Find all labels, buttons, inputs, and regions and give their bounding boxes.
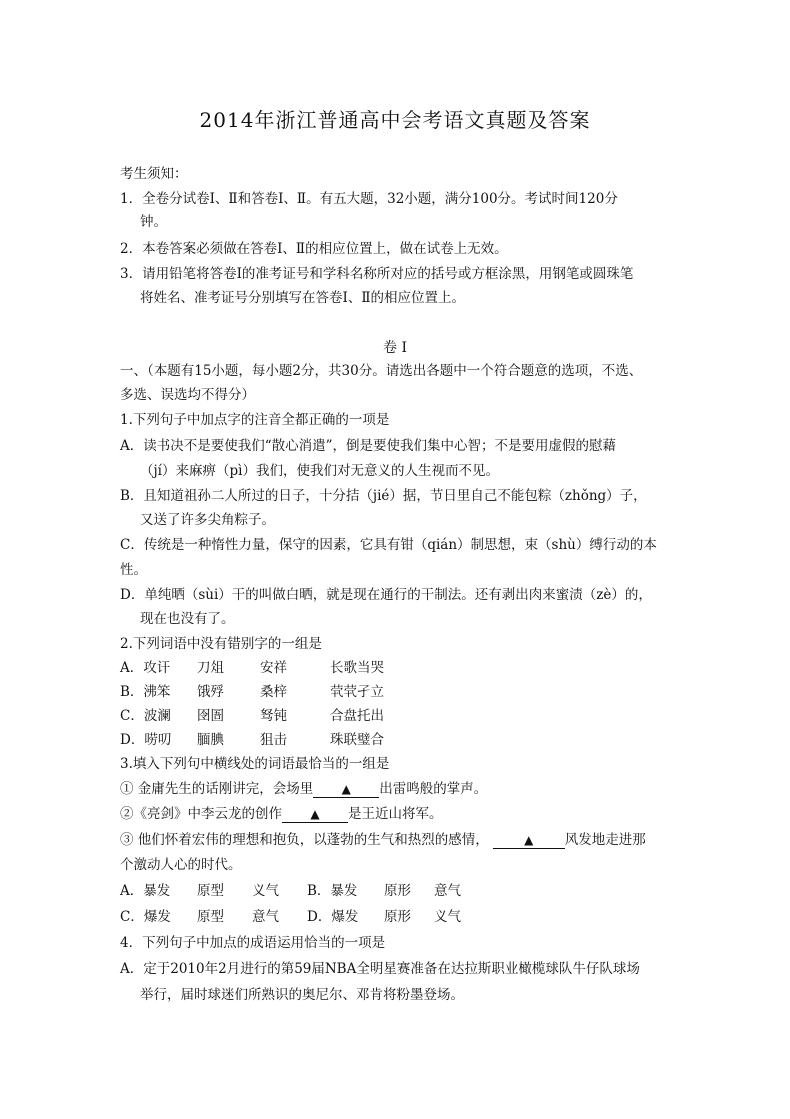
notice-item-3-cont: 将姓名、准考证号分别填写在答卷Ⅰ、Ⅱ的相应位置上。 — [140, 290, 466, 306]
q2-c-word-4: 合盘托出 — [330, 708, 384, 724]
q3-blank-2: ▲ — [282, 806, 348, 823]
notice-item-1: 1．全卷分试卷Ⅰ、Ⅱ和答卷Ⅰ、Ⅱ。有五大题，32小题，满分100分。考试时间120分 — [120, 191, 618, 207]
q2-b-word-4: 茕茕孑立 — [330, 684, 384, 700]
q2-b-word-2: 饿殍 — [197, 684, 224, 700]
q4-option-a: A．定于2010年2月进行的第59届NBA全明星赛准备在达拉斯职业橄榄球队牛仔队球场 — [120, 961, 640, 977]
q2-d-word-1: D．唠叨 — [120, 732, 172, 748]
q1-option-d: D．单纯晒（sùi）干的叫做白晒，就是现在通行的干制法。还有剥出肉来蜜渍（zè）的， — [120, 587, 652, 603]
q2-row-b — [120, 683, 384, 701]
q3-blank-1: ▲ — [313, 781, 379, 798]
q3-options-ab — [120, 882, 461, 900]
q4-option-a-cont: 举行，届时球迷们所熟识的奥尼尔、邓肯将粉墨登场。 — [140, 987, 464, 1003]
q3-opt-a-3: 义气 — [252, 883, 279, 899]
q1-option-b-cont: 又送了许多尖角粽子。 — [140, 512, 275, 528]
q2-a-word-3: 安祥 — [260, 660, 287, 676]
notice-item-1-cont: 钟。 — [140, 214, 167, 230]
q2-d-word-4: 珠联璧合 — [330, 732, 384, 748]
q2-a-word-4: 长歌当哭 — [330, 660, 384, 676]
q3-sentence-2 — [120, 805, 443, 823]
q3-s1-post: 出雷鸣般的掌声。 — [379, 781, 488, 797]
q3-opt-b-2: 原形 — [384, 883, 411, 899]
q2-row-c — [120, 707, 384, 725]
q2-d-word-2: 腼腆 — [197, 732, 224, 748]
q3-opt-b-3: 意气 — [434, 883, 461, 899]
q1-option-b: B．且知道祖孙二人所过的日子，十分拮（jié）据，节日里自己不能包粽（zhǒng）子， — [120, 488, 647, 504]
q3-s3-pre: ③ 他们怀着宏伟的理想和抱负，以蓬勃的生气和热烈的感情， — [120, 832, 489, 848]
q3-blank-3: ▲ — [493, 832, 565, 849]
q2-b-word-1: B．沸笨 — [120, 684, 171, 700]
q4-stem: 4．下列句子中加点的成语运用恰当的一项是 — [120, 935, 386, 951]
q3-sentence-3-cont: 个激动人心的时代。 — [120, 857, 242, 873]
q3-options-cd — [120, 908, 461, 926]
q2-b-word-3: 桑梓 — [260, 684, 287, 700]
q1-option-a: A．读书决不是要使我们“散心消遣”，倒是要使我们集中心智；不是要用虚假的慰藉 — [120, 438, 617, 454]
q2-row-a — [120, 659, 384, 677]
q1-stem: 1.下列句子中加点字的注音全都正确的一项是 — [120, 412, 390, 428]
q3-s2-pre: ②《亮剑》中李云龙的创作 — [120, 806, 282, 822]
q3-opt-c-2: 原型 — [197, 909, 224, 925]
q3-s2-post: 是王近山将军。 — [348, 806, 443, 822]
q2-c-word-1: C．波澜 — [120, 708, 171, 724]
q2-d-word-3: 狙击 — [260, 732, 287, 748]
q3-opt-d-3: 义气 — [434, 909, 461, 925]
notice-item-3: 3．请用铅笔将答卷Ⅰ的准考证号和学科名称所对应的括号或方框涂黑，用钢笔或圆珠笔 — [120, 266, 634, 282]
q2-c-word-3: 驽钝 — [260, 708, 287, 724]
q1-option-c: C．传统是一种惰性力量，保守的因素，它具有钳（qián）制思想，束（shù）缚行动的本 — [120, 537, 657, 553]
q2-stem: 2.下列词语中没有错别字的一组是 — [120, 636, 322, 652]
q3-opt-a: A．暴发 — [120, 883, 171, 899]
section-label: 卷 Ⅰ — [383, 340, 407, 356]
part1-intro-cont: 多选、误选均不得分） — [120, 387, 255, 403]
notice-item-2: 2．本卷答案必须做在答卷Ⅰ、Ⅱ的相应位置上，做在试卷上无效。 — [120, 241, 508, 257]
q1-option-a-cont: （jí）来麻痹（pì）我们，使我们对无意义的人生视而不见。 — [140, 463, 499, 479]
q3-opt-a-2: 原型 — [197, 883, 224, 899]
q3-opt-d: D．爆发 — [307, 909, 359, 925]
q3-stem: 3.填入下列句中横线处的词语最恰当的一组是 — [120, 756, 390, 772]
q2-row-d — [120, 731, 384, 749]
q3-opt-b: B．暴发 — [307, 883, 358, 899]
q3-s3-post: 风发地走进那 — [564, 832, 646, 848]
q3-sentence-3 — [120, 831, 646, 849]
q2-a-word-1: A．攻讦 — [120, 660, 171, 676]
q2-c-word-2: 囹圄 — [197, 708, 224, 724]
q1-option-c-cont: 性。 — [120, 562, 147, 578]
q3-opt-c: C．爆发 — [120, 909, 171, 925]
q3-sentence-1 — [120, 780, 487, 798]
q3-opt-d-2: 原形 — [384, 909, 411, 925]
notice-heading: 考生须知： — [120, 166, 188, 182]
part1-intro: 一、（本题有15小题，每小题2分，共30分。请选出各题中一个符合题意的选项，不选、 — [120, 363, 643, 379]
q2-a-word-2: 刀俎 — [197, 660, 224, 676]
q1-option-d-cont: 现在也没有了。 — [140, 611, 235, 627]
q3-s1-pre: ① 金庸先生的话刚讲完，会场里 — [120, 781, 314, 797]
q3-opt-c-3: 意气 — [252, 909, 279, 925]
page-title: 2014年浙江普通高中会考语文真题及答案 — [199, 108, 591, 132]
